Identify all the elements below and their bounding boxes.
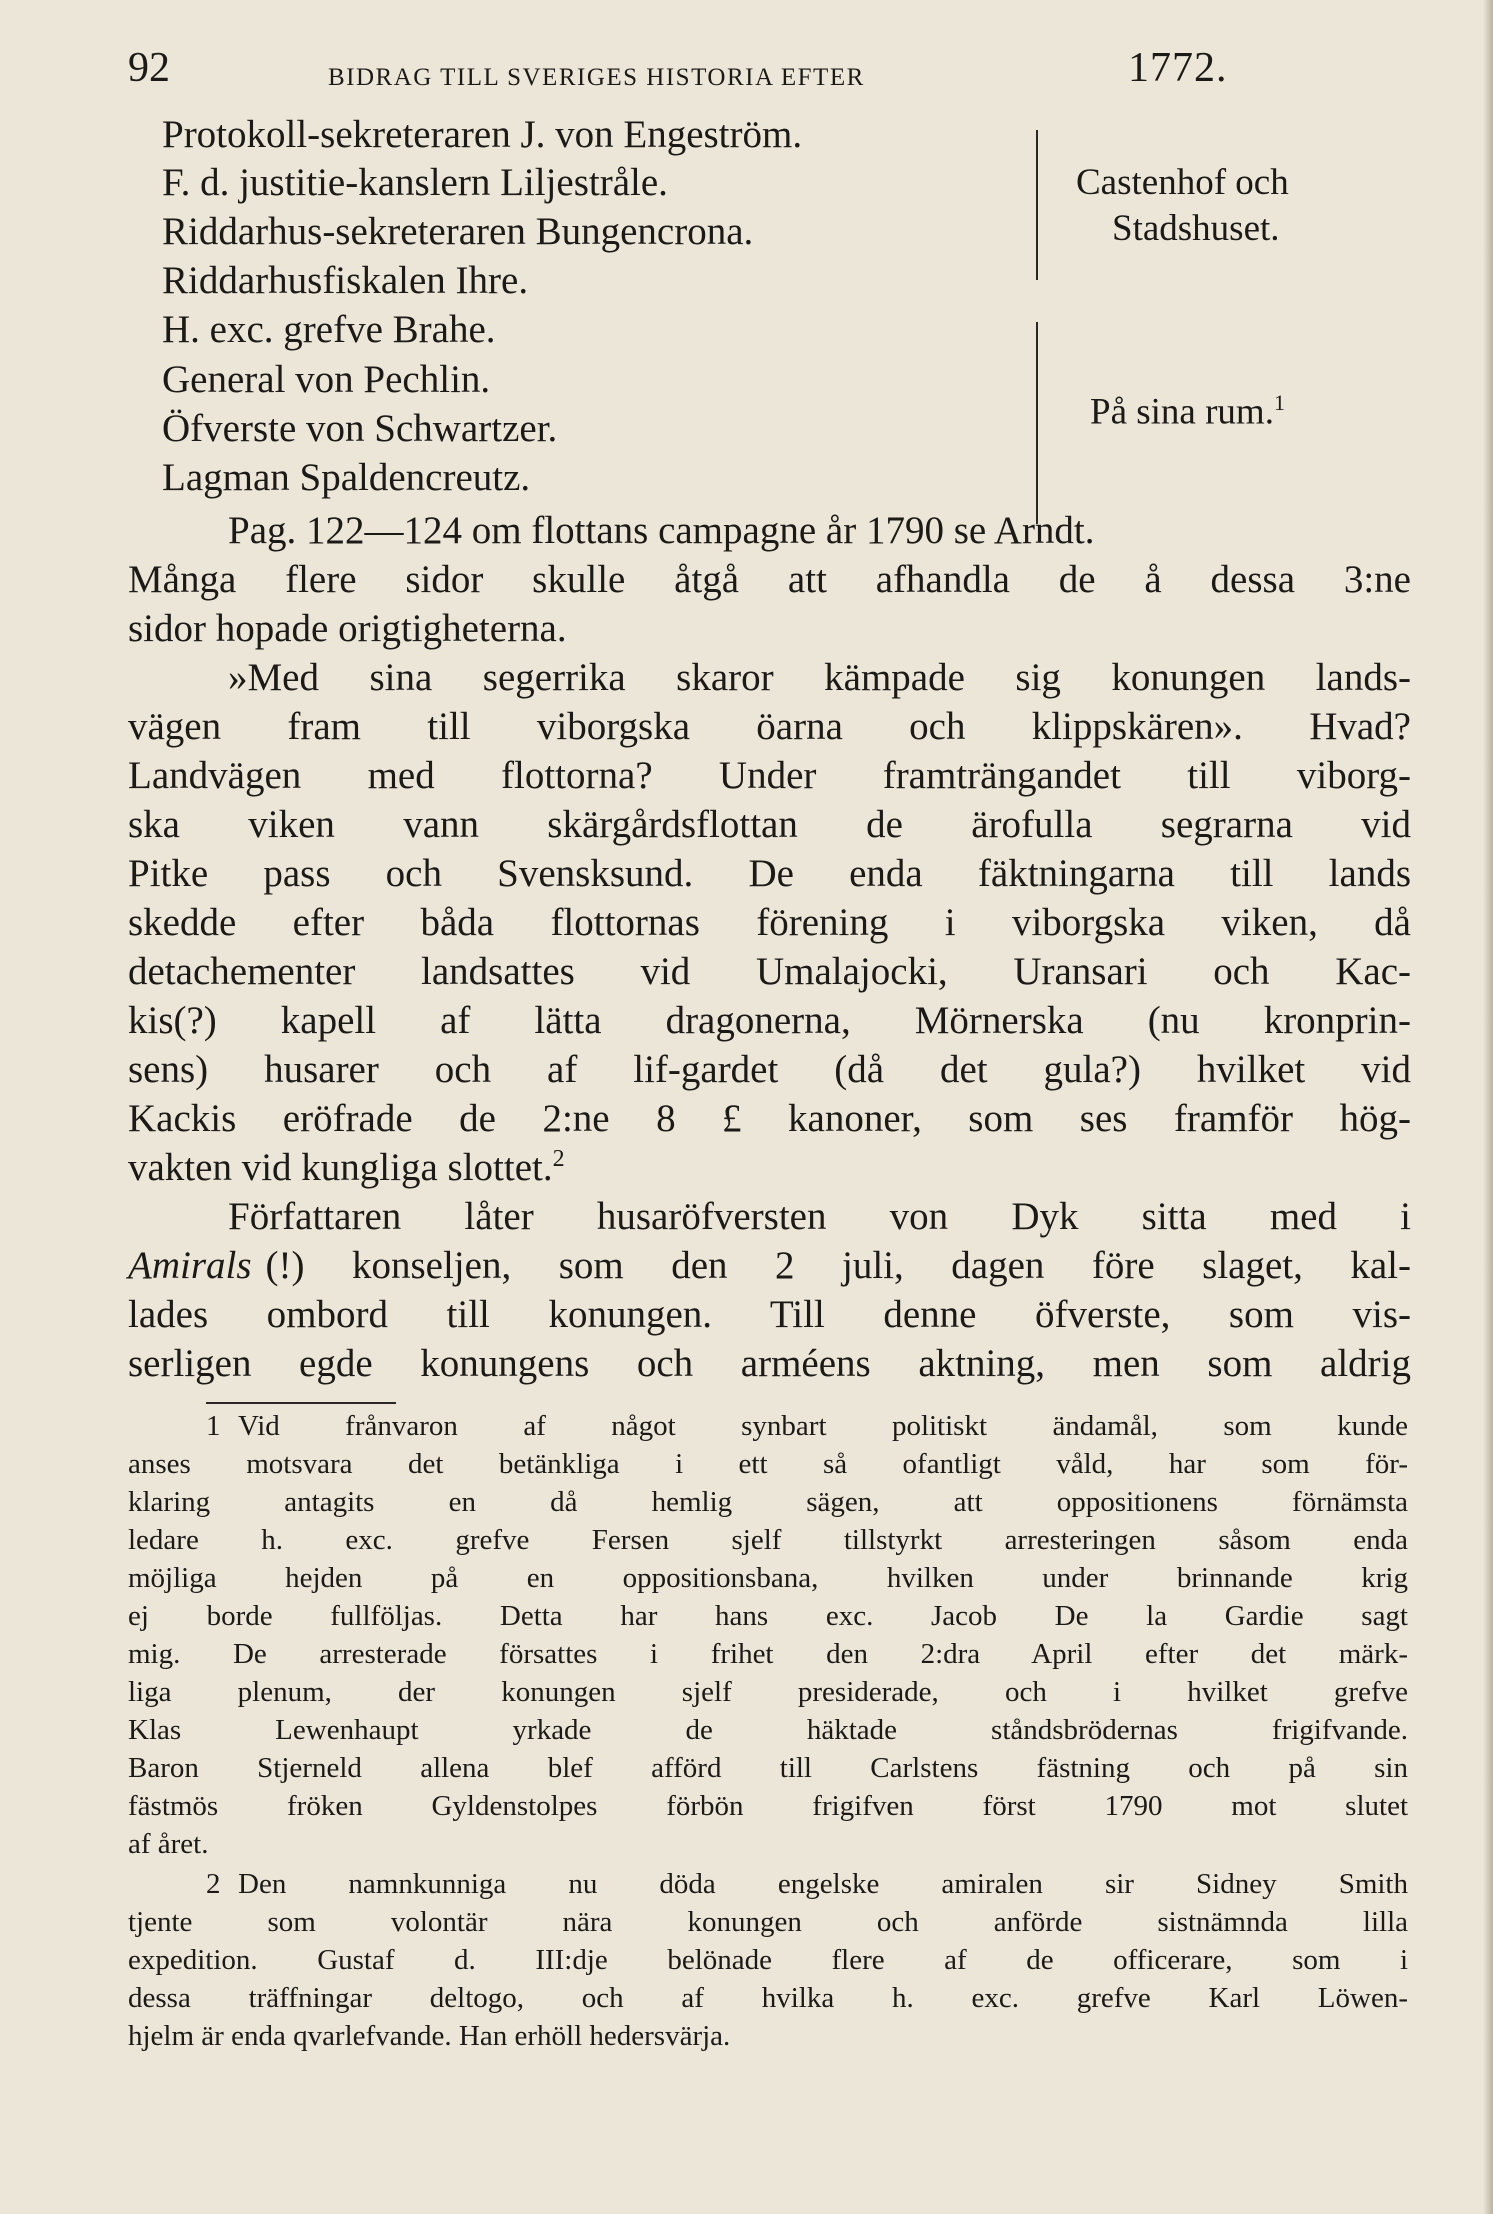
text-line: Pag. 122—124 om flottans campagne år 1790 se Arndt. <box>228 509 1095 552</box>
list-item: General von Pechlin. <box>162 358 491 401</box>
page-edge-shadow <box>1483 0 1493 2214</box>
footnote-line: Baron Stjerneld allena blef afförd till Carlstens fästning och på sin <box>128 1752 1408 1784</box>
footnote-line: klaring antagits en då hemlig sägen, att oppositionens förnämsta <box>128 1486 1408 1518</box>
text-span: (!) konseljen, som den 2 juli, dagen före slaget, kal- <box>265 1244 1411 1287</box>
text-line: Landvägen med flottorna? Under framträngandet till viborg- <box>128 754 1411 797</box>
text-line <box>128 1145 565 1190</box>
location-group-1 <box>1076 160 1289 252</box>
header-year: 1772. <box>1128 45 1228 91</box>
list-item: H. exc. grefve Brahe. <box>162 308 496 351</box>
group-label-line: Stadshuset. <box>1112 208 1280 249</box>
footnote-ref: 1 <box>1273 390 1285 415</box>
text-line: Kackis eröfrade de 2:ne 8 £ kanoner, som ses framför hög- <box>128 1097 1411 1140</box>
footnote-line: anses motsvara det betänkliga i ett så ofantligt våld, har som för- <box>128 1448 1408 1480</box>
footnote-line: Den namnkunniga nu döda engelske amiralen sir Sidney Smith <box>238 1868 1408 1900</box>
footnote-line: möjliga hejden på en oppositionsbana, hvilken under brinnande krig <box>128 1562 1408 1594</box>
footnote-line: af året. <box>128 1828 209 1860</box>
text-line: Många flere sidor skulle åtgå att afhandla de å dessa 3:ne <box>128 558 1411 601</box>
list-item: Riddarhus-sekreteraren Bungencrona. <box>162 210 754 253</box>
text-line: detachementer landsattes vid Umalajocki, Uransari och Kac- <box>128 950 1411 993</box>
group-brace <box>1036 130 1038 280</box>
text-span: vakten vid kungliga slottet. <box>128 1146 553 1189</box>
text-line: serligen egde konungens och arméens aktning, men som aldrig <box>128 1342 1411 1385</box>
text-line: Författaren låter husaröfversten von Dyk sitta med i <box>228 1195 1411 1238</box>
page-number: 92 <box>128 45 170 91</box>
footnote-mark: 1 <box>206 1410 221 1442</box>
footnote-line: expedition. Gustaf d. III:dje belönade flere af de officerare, som i <box>128 1944 1408 1976</box>
footnote-line: ledare h. exc. grefve Fersen sjelf tillstyrkt arresteringen såsom enda <box>128 1524 1408 1556</box>
footnote-line: fästmös fröken Gyldenstolpes förbön frigifven först 1790 mot slutet <box>128 1790 1408 1822</box>
text-line <box>128 1243 1411 1288</box>
text-line: vägen fram till viborgska öarna och klippskären». Hvad? <box>128 705 1411 748</box>
group-brace <box>1036 322 1038 524</box>
footnote-line: Vid frånvaron af något synbart politiskt ändamål, som kunde <box>238 1410 1408 1442</box>
footnote-line: mig. De arresterade försattes i frihet den 2:dra April efter det märk- <box>128 1638 1408 1670</box>
footnote-ref: 2 <box>552 1146 565 1172</box>
footnote-line: tjente som volontär nära konungen och anförde sistnämnda lilla <box>128 1906 1408 1938</box>
running-title: BIDRAG TILL SVERIGES HISTORIA EFTER <box>328 64 865 91</box>
footnote-mark: 2 <box>206 1868 221 1900</box>
footnote-line: hjelm är enda qvarlefvande. Han erhöll hedersvärja. <box>128 2020 731 2052</box>
text-line: skedde efter båda flottornas förening i viborgska viken, då <box>128 901 1411 944</box>
group-label-line: Castenhof och <box>1076 162 1289 203</box>
text-line: sidor hopade origtigheterna. <box>128 607 567 650</box>
italic-word: Amirals <box>128 1244 252 1287</box>
footnote-line: Klas Lewenhaupt yrkade de häktade ståndsbrödernas frigifvande. <box>128 1714 1408 1746</box>
footnote-line: liga plenum, der konungen sjelf presiderade, och i hvilket grefve <box>128 1676 1408 1708</box>
running-header <box>128 44 1238 104</box>
list-item: Protokoll-sekreteraren J. von Engeström. <box>162 113 803 156</box>
location-group-2 <box>1090 380 1285 435</box>
footnote-line: ej borde fullföljas. Detta har hans exc. Jacob De la Gardie sagt <box>128 1600 1408 1632</box>
list-item: Lagman Spaldencreutz. <box>162 456 531 499</box>
text-line: ska viken vann skärgårdsflottan de ärofulla segrarna vid <box>128 803 1411 846</box>
footnote-line: dessa träffningar deltogo, och af hvilka h. exc. grefve Karl Löwen- <box>128 1982 1408 2014</box>
list-item: F. d. justitie-kanslern Liljestråle. <box>162 161 668 204</box>
text-line: Pitke pass och Svensksund. De enda fäktningarna till lands <box>128 852 1411 895</box>
text-line: »Med sina segerrika skaror kämpade sig konungen lands- <box>228 656 1411 699</box>
text-line: kis(?) kapell af lätta dragonerna, Mörnerska (nu kronprin- <box>128 999 1411 1042</box>
group-label-line: På sina rum. <box>1090 391 1274 433</box>
footnote-separator <box>206 1402 396 1404</box>
list-item: Riddarhusfiskalen Ihre. <box>162 259 529 302</box>
text-line: sens) husarer och af lif-gardet (då det gula?) hvilket vid <box>128 1048 1411 1091</box>
list-item: Öfverste von Schwartzer. <box>162 407 558 450</box>
text-line: lades ombord till konungen. Till denne öfverste, som vis- <box>128 1293 1411 1336</box>
